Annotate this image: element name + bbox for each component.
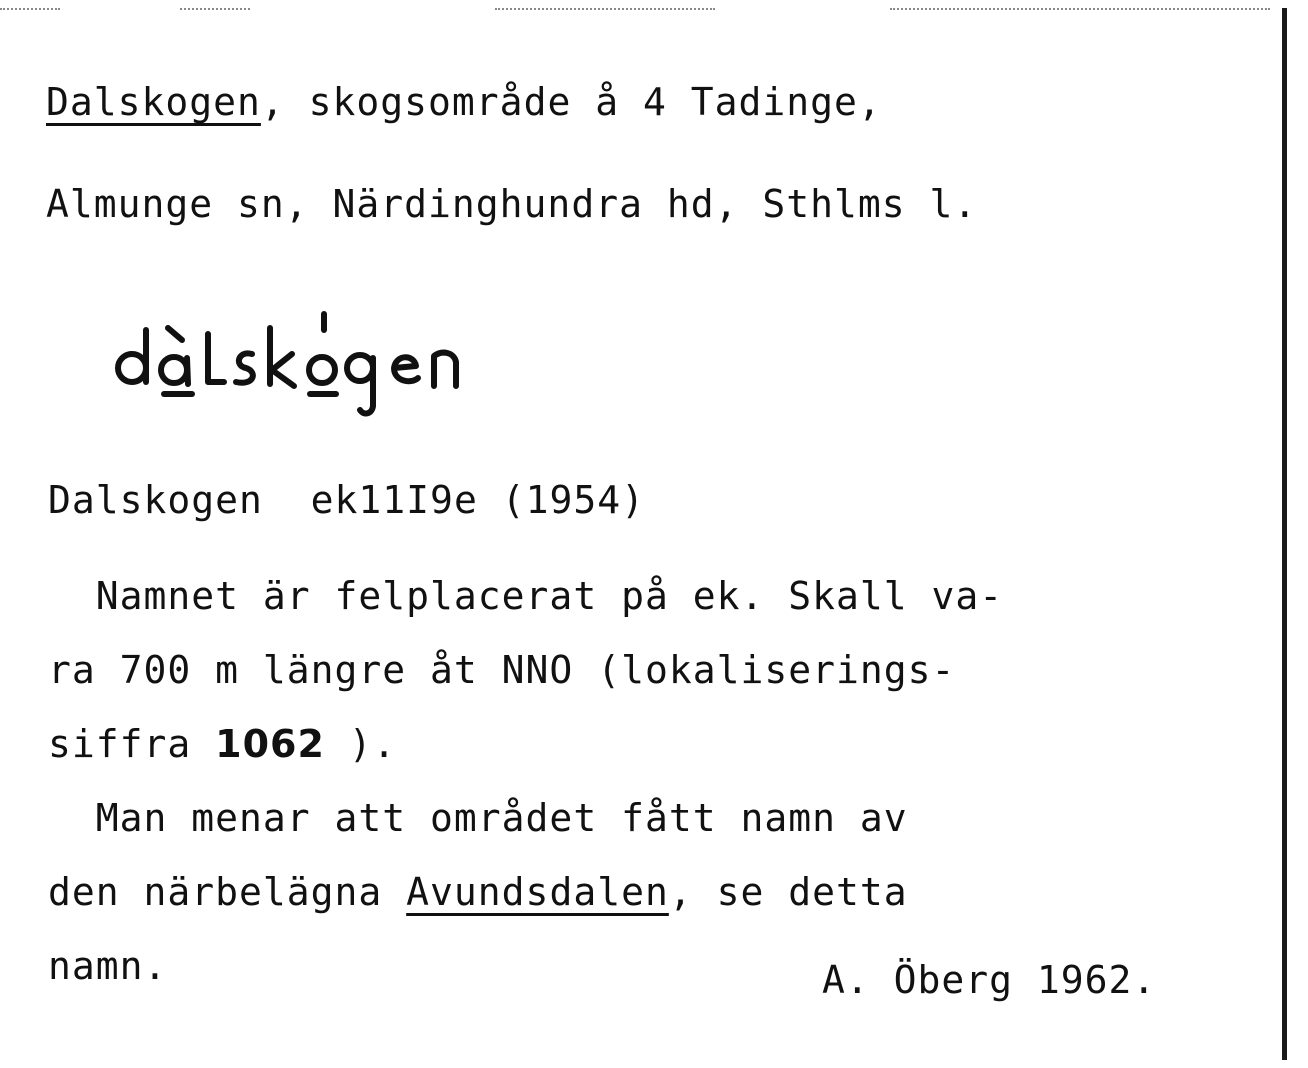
paragraph-1-line-2: ra 700 m längre åt NNO (lokaliserings- [48, 648, 956, 692]
header-line-1 [46, 80, 882, 124]
handwritten-location-number: 1062 [215, 722, 325, 766]
header-line-2: Almunge sn, Närdinghundra hd, Sthlms l. [46, 182, 978, 226]
map-name: Dalskogen [48, 478, 263, 522]
scan-dots [180, 8, 250, 12]
scan-dots [0, 8, 60, 12]
paragraph-2-line-2: den närbelägna Avundsdalen, se detta [48, 870, 908, 914]
paragraph-1-line-3: siffra 1062 ). [48, 722, 397, 766]
scan-dots [495, 8, 715, 12]
placename-heading: Dalskogen [46, 80, 261, 124]
handwritten-pronunciation [112, 310, 472, 420]
paragraph-1-line-1: Namnet är felplacerat på ek. Skall va- [48, 574, 1004, 618]
header-description: , skogsområde å 4 Tadinge, [260, 80, 882, 124]
card-edge [1282, 8, 1287, 1060]
scan-dots [890, 8, 1270, 12]
cross-reference-placename: Avundsdalen [406, 870, 669, 914]
map-reference-line [48, 478, 645, 522]
map-code: ek11I9e (1954) [310, 478, 645, 522]
paragraph-2-line-3: namn. [48, 944, 168, 988]
paragraph-2-line-1: Man menar att området fått namn av [48, 796, 908, 840]
signature: A. Öberg 1962. [822, 958, 1157, 1002]
